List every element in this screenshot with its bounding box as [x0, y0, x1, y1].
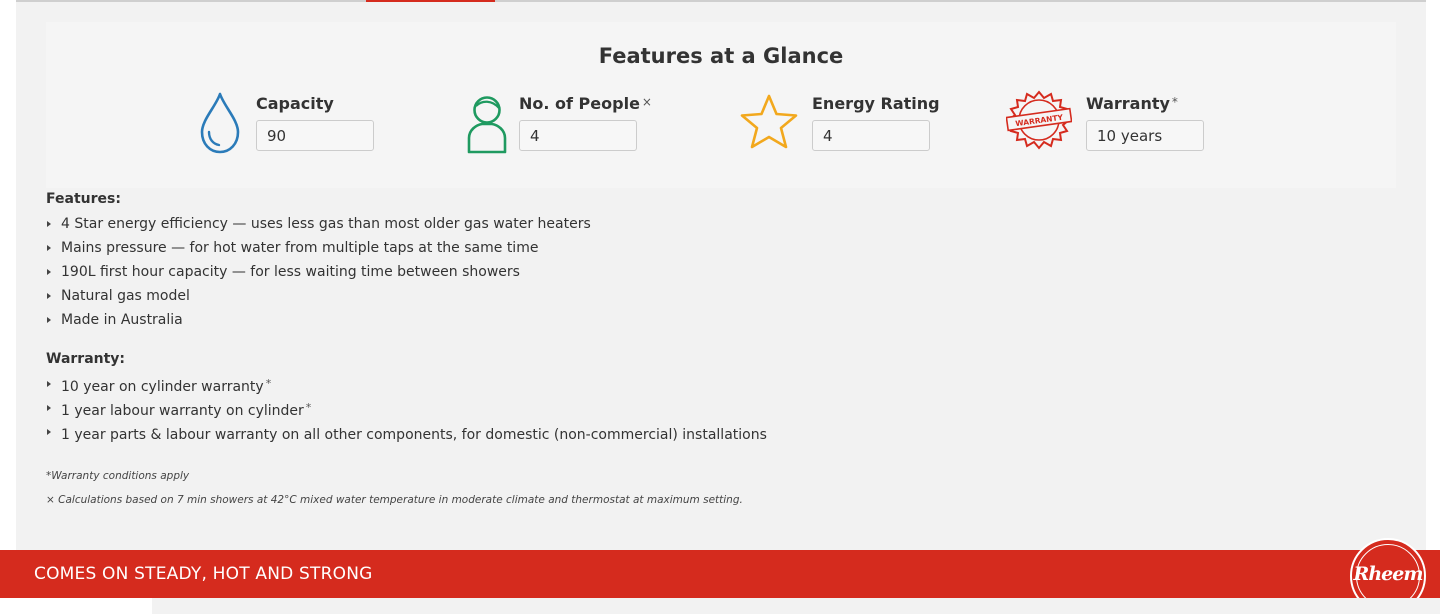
energy-rating-value-box: 4	[812, 120, 930, 151]
warranty-label: Warranty *	[1086, 94, 1178, 113]
no-of-people-value-box: 4	[519, 120, 637, 151]
feature-no-of-people	[464, 90, 724, 162]
warranty-list	[46, 372, 1046, 444]
calculation-note: × Calculations based on 7 min showers at 42°C mixed water temperature in moderate climate and thermostat at maximum setting.	[46, 494, 743, 506]
list-item: 1 year labour warranty on cylinder *	[46, 396, 1046, 420]
features-heading: Features:	[46, 191, 121, 207]
feature-capacity	[196, 90, 436, 162]
list-item: Natural gas model	[46, 284, 1046, 308]
list-item: Made in Australia	[46, 308, 1046, 332]
list-item: 10 year on cylinder warranty *	[46, 372, 1046, 396]
list-item: 190L first hour capacity — for less waiting time between showers	[46, 260, 1046, 284]
product-description	[46, 188, 1046, 512]
warranty-heading: Warranty:	[46, 351, 126, 367]
features-list	[46, 212, 1046, 332]
warranty-value-box: 10 years	[1086, 120, 1204, 151]
no-of-people-label: No. of People ×	[519, 94, 652, 113]
energy-rating-label: Energy Rating	[812, 94, 940, 113]
logo-text: Rheem	[1353, 563, 1423, 585]
capacity-label: Capacity	[256, 94, 334, 113]
feature-energy-rating	[736, 90, 996, 162]
tagline-banner	[0, 550, 1440, 598]
water-drop-icon	[196, 90, 262, 156]
svg-text:WARRANTY: WARRANTY	[1014, 112, 1064, 129]
glance-title: Features at a Glance	[598, 44, 844, 68]
feature-warranty	[1006, 90, 1266, 162]
features-at-a-glance	[46, 22, 1396, 188]
list-item: Mains pressure — for hot water from multiple taps at the same time	[46, 236, 1046, 260]
list-item: 1 year parts & labour warranty on all other components, for domestic (non-commercial) installations	[46, 420, 1046, 444]
product-details-panel	[16, 2, 1426, 550]
capacity-value-box: 90	[256, 120, 374, 151]
warranty-seal-icon	[1006, 90, 1072, 156]
list-item: 4 Star energy efficiency — uses less gas than most older gas water heaters	[46, 212, 1046, 236]
warranty-conditions-note: *Warranty conditions apply	[46, 470, 190, 482]
banner-tagline: COMES ON STEADY, HOT AND STRONG	[34, 564, 373, 584]
star-icon	[736, 90, 802, 156]
bottom-strip	[152, 598, 1440, 614]
